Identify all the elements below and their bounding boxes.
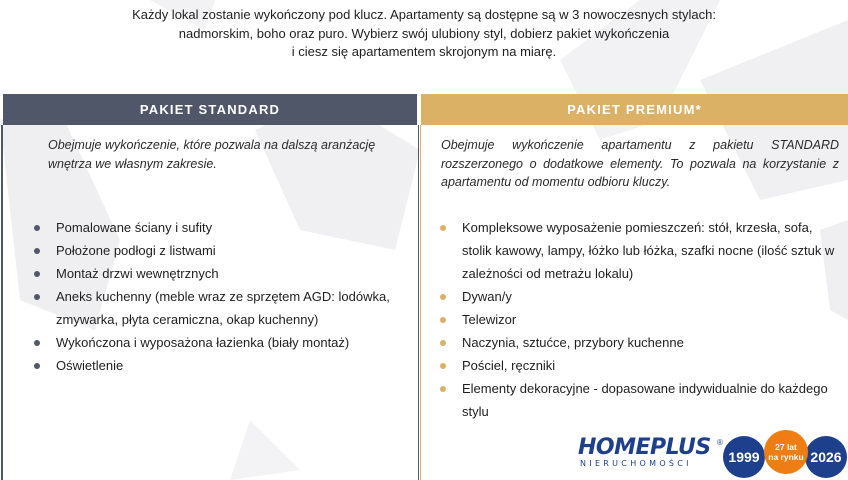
badge-line: 27 lat [775,442,797,452]
year-end-text: 2026 [810,449,842,465]
standard-package-title: PAKIET STANDARD [139,102,281,117]
list-item-text: Pomalowane ściany i sufity [56,220,213,235]
badge-line: na rynku [768,452,804,462]
list-item [34,239,416,262]
list-item-text: Aneks kuchenny (meble wraz ze sprzętem AGD: lodówka, zmywarka, płyta ceramiczna, okap kuchenny) [56,289,390,327]
list-item [34,262,416,285]
intro-line: nadmorskim, boho oraz puro. Wybierz swój ulubiony styl, dobierz pakiet wykończenia [178,25,670,41]
logo-brand: HOMEPLUS [578,435,711,460]
bullet-icon [440,386,446,392]
registered-mark: ® [717,438,723,447]
logo-subtitle: NIERUCHOMOŚCI [580,459,692,468]
list-item [34,331,416,354]
standard-package-header [3,94,417,125]
standard-feature-list [34,216,416,377]
list-item-text: Montaż drzwi wewnętrznych [56,266,219,281]
list-item [440,216,840,285]
list-item-text: Kompleksowe wyposażenie pomieszczeń: stół, krzesła, sofa, stolik kawowy, lampy, łóżko lub łóżka, szafki nocne (ilość sztuk w zależności od metrażu lokalu) [462,220,835,281]
list-item [34,216,416,239]
list-item [440,308,840,331]
premium-package-header [421,94,848,125]
list-item-text: Naczynia, sztućce, przybory kuchenne [462,335,684,350]
anniversary-year-end [805,436,847,478]
bullet-icon [34,271,40,277]
bullet-icon [34,248,40,254]
anniversary-badge [764,430,808,474]
premium-feature-list [440,216,840,423]
bullet-icon [34,340,40,346]
bullet-icon [440,317,446,323]
bullet-icon [34,294,40,300]
bullet-icon [440,225,446,231]
list-item [440,377,840,423]
list-item-text: Wykończona i wyposażona łazienka (biały montaż) [56,335,350,350]
year-start-text: 1999 [728,449,760,465]
list-item-text: Dywan/y [462,289,512,304]
list-item-text: Elementy dekoracyjne - dopasowane indywidualnie do każdego stylu [462,381,828,419]
list-item [440,285,840,308]
bullet-icon [440,294,446,300]
intro-line: i ciesz się apartamentem skrojonym na miarę. [291,44,557,59]
anniversary-year-start [723,436,765,478]
list-item [440,331,840,354]
list-item [440,354,840,377]
bullet-icon [440,340,446,346]
list-item [34,285,416,331]
premium-package-title: PAKIET PREMIUM* [567,102,702,117]
list-item-text: Pościel, ręczniki [462,358,556,373]
bullet-icon [440,363,446,369]
intro-line: Każdy lokal zostanie wykończony pod klucz. Apartamenty są dostępne są w 3 nowoczesnych stylach: [132,7,716,22]
intro-text [0,6,848,62]
bullet-icon [34,225,40,231]
homeplus-logo [578,436,711,468]
list-item-text: Telewizor [462,312,517,327]
bullet-icon [34,363,40,369]
premium-description: Obejmuje wykończenie apartamentu z pakietu STANDARD rozszerzonego o dodatkowe elementy. To pozwala na korzystanie z apartamentu od momentu odbioru kluczy. [441,138,839,189]
list-item-text: Położone podłogi z listwami [56,243,216,258]
list-item-text: Oświetlenie [56,358,124,373]
standard-description: Obejmuje wykończenie, które pozwala na dalszą aranżację wnętrza we własnym zakresie. [48,138,376,171]
list-item [34,354,416,377]
